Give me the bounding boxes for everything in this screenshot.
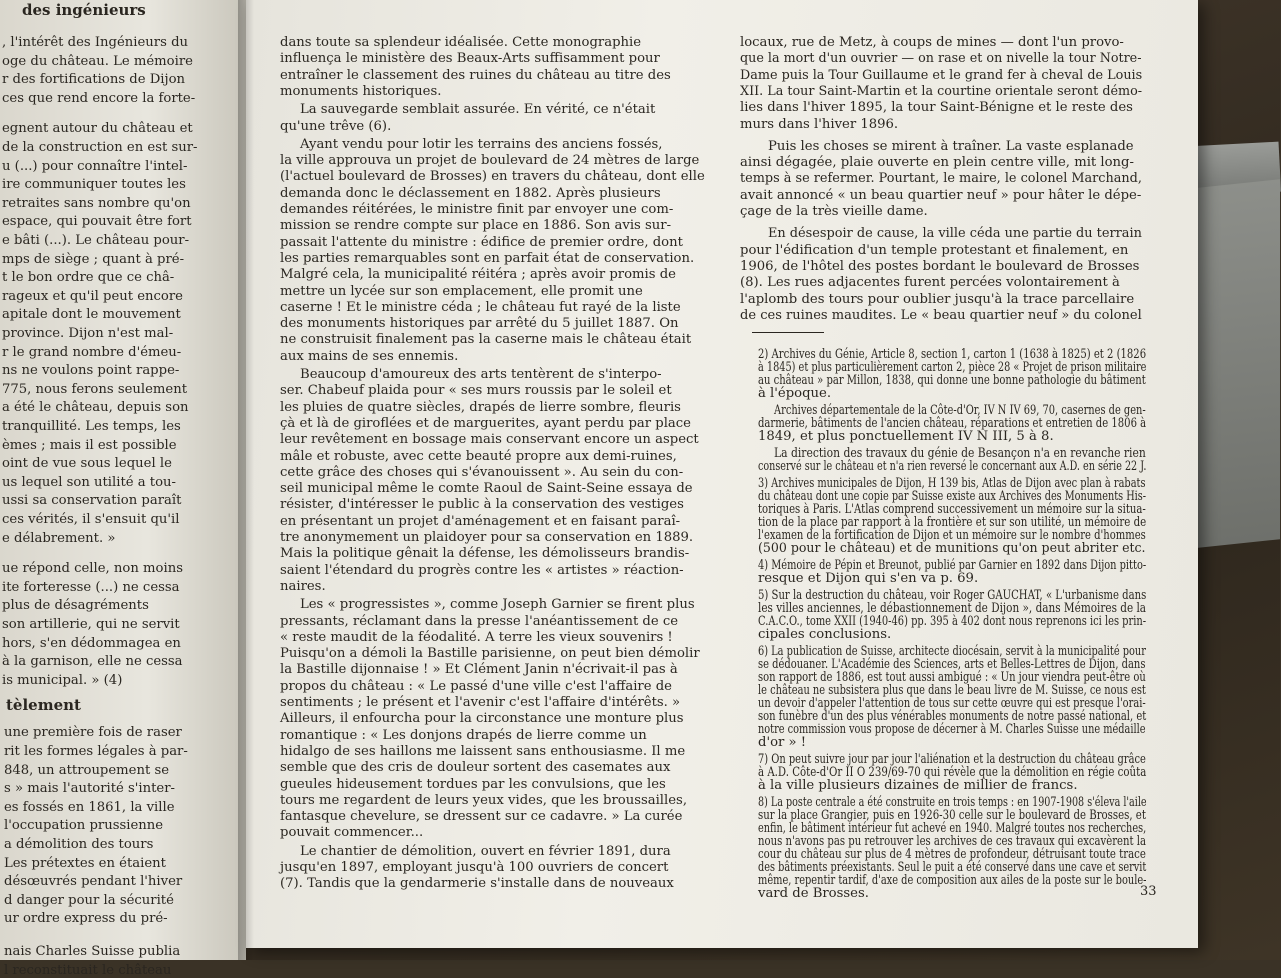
footnote-line: tion de la place par rapport à la frontière et sur son utilité, un mémoire de xyxy=(758,515,1147,530)
text-line: « reste maudit de la féodalité. A terre les vieux souvenirs ! xyxy=(280,629,673,645)
footnote-line: conservé sur le château et n'a rien reversé le concernant aux A.D. en série 22 J. xyxy=(758,459,1147,474)
text-line: Le chantier de démolition, ouvert en février 1891, dura xyxy=(300,843,671,859)
text-line: Dame puis la Tour Guillaume et le grand fer à cheval de Louis xyxy=(740,67,1143,83)
footnote-line: l'examen de la fortification de Dijon et un mémoire sur le nombre d'hommes xyxy=(758,528,1146,543)
text-line: avait annoncé « un beau quartier neuf » pour hâter le dépe- xyxy=(740,187,1142,203)
text-line: seil municipal même le comte Raoul de Saint-Seine essaya de xyxy=(280,481,693,497)
footnote-line: 4) Mémoire de Pépin et Breunot, publié par Garnier en 1892 dans Dijon pitto- xyxy=(758,558,1147,573)
footnote-line: son rapport de 1886, est tout aussi ambigué : « Un jour viendra peut-être où xyxy=(758,670,1146,685)
text-line: tours me regardent de leurs yeux vides, que les broussailles, xyxy=(280,792,688,808)
text-line: t le bon ordre que ce châ- xyxy=(2,270,175,286)
text-line: son artillerie, qui ne servit xyxy=(2,617,180,632)
text-line: naires. xyxy=(280,578,326,594)
text-line: mettre un lycée sur son emplacement, elle promit une xyxy=(280,283,643,299)
footnote-line: du château dont une copie par Suisse existe aux Archives des Monuments His- xyxy=(758,489,1147,504)
footnote-line: les villes anciennes, le débastionnement de Dijon », dans Mémoires de la xyxy=(758,601,1147,616)
text-line: murs dans l'hiver 1896. xyxy=(740,116,899,132)
text-line: dans toute sa splendeur idéalisée. Cette monographie xyxy=(280,35,642,50)
footnote-line: 3) Archives municipales de Dijon, H 139 bis, Atlas de Dijon avec plan à rabats xyxy=(758,476,1146,491)
text-line: fantasque chevelure, se dressent sur ce cadavre. » La curée xyxy=(280,809,683,825)
text-line: tranquillité. Les temps, les xyxy=(2,419,181,434)
text-line: romantique : « Les donjons drapés de lierre comme un xyxy=(280,727,647,743)
text-line: province. Dijon n'est mal- xyxy=(2,326,174,341)
footnote-line: 8) La poste centrale a été construite en trois temps : en 1907-1908 s'éleva l'aile xyxy=(758,795,1147,810)
text-line: a démolition des tours xyxy=(4,837,154,852)
text-line: e délabrement. » xyxy=(2,530,116,546)
text-line: es fossés en 1861, la ville xyxy=(4,799,175,815)
text-line: is municipal. » (4) xyxy=(2,672,123,688)
text-line: résister, d'intéresser le public à la conservation des vestiges xyxy=(280,497,684,513)
text-line: çà et là de giroflées et de marguerites, ayant perdu par place xyxy=(280,415,691,431)
text-line: Les prétextes en étaient xyxy=(4,855,166,871)
footnote-rule xyxy=(752,332,824,333)
text-line: aux mains de ses ennemis. xyxy=(280,348,459,364)
footnote-line: darmerie, bâtiments de l'ancien château, réparations et entretien de 1806 à xyxy=(758,416,1147,431)
text-line: les parties remarquables sont en parfait état de conservation. xyxy=(280,250,695,266)
footnote-line: à la ville plusieurs dizaines de millier de francs. xyxy=(758,778,1078,793)
text-line: entraîner le classement des ruines du château au titre des xyxy=(280,67,671,83)
text-line: tre anonymement un plaidoyer pour sa conservation en 1889. xyxy=(280,530,694,545)
footnote-line: La direction des travaux du génie de Besançon n'a en revanche rien xyxy=(774,446,1146,461)
text-line: egnent autour du château et xyxy=(2,121,193,137)
text-line: 848, un attroupement se xyxy=(4,762,170,778)
text-line: Malgré cela, la municipalité réitéra ; après avoir promis de xyxy=(280,267,676,283)
right-page xyxy=(246,0,1198,948)
footnote-line: à 1845) et plus particulièrement carton 2, pièce 28 « Projet de prison militaire xyxy=(758,360,1147,375)
text-line: ite forteresse (...) ne cessa xyxy=(2,579,180,595)
text-line: la ville approuva un projet de boulevard de 24 mètres de large xyxy=(280,153,700,169)
text-line: ur ordre express du pré- xyxy=(4,911,168,927)
text-line: rageux et qu'il peut encore xyxy=(2,288,183,304)
text-line: gueules hideusement tordues par les convulsions, que les xyxy=(280,776,666,792)
text-line: demanda donc le déclassement en 1882. Après plusieurs xyxy=(280,185,661,201)
text-line: de ces ruines maudites. Le « beau quartier neuf » du colonel xyxy=(740,307,1142,323)
footnote-line: vard de Brosses. xyxy=(758,886,869,901)
left-page xyxy=(0,0,246,978)
text-line: u (...) pour connaître l'intel- xyxy=(2,158,188,174)
footnote-line: toriques à Paris. L'Atlas comprend successivement un mémoire sur la situa- xyxy=(758,502,1146,517)
text-line: ussi sa conservation paraît xyxy=(2,493,182,509)
text-line: Ayant vendu pour lotir les terrains des anciens fossés, xyxy=(300,136,663,152)
footnote-line: 7) On peut suivre jour par jour l'aliénation et la destruction du château grâce xyxy=(758,752,1146,767)
text-line: qu'une trêve (6). xyxy=(280,118,392,134)
text-line: Beaucoup d'amoureux des arts tentèrent de s'interpo- xyxy=(300,367,662,382)
text-line: us lequel son utilité a tou- xyxy=(2,474,177,490)
footnote-line: un devoir d'appeler l'attention de tous sur cette œuvre qui est presque l'orai- xyxy=(758,696,1146,711)
text-line: saient l'étendard du progrès contre les « artistes » réaction- xyxy=(280,562,684,578)
text-line: (8). Les rues adjacentes furent percées volontairement à xyxy=(740,275,1120,291)
footnote-line: 6) La publication de Suisse, architecte diocésain, servit à la municipalité pour xyxy=(758,644,1146,659)
text-line: demandes réitérées, le ministre finit par envoyer une com- xyxy=(280,202,674,217)
text-line: ser. Chabeuf plaida pour « ses murs roussis par le soleil et xyxy=(280,383,672,399)
footnote-line: Archives départementale de la Côte-d'Or, IV N IV 69, 70, casernes de gen- xyxy=(774,403,1146,418)
footnote-line: même, repentir tardif, d'axe de composition aux ailes de la poste sur le boule- xyxy=(758,873,1147,888)
text-line: oge du château. Le mémoire xyxy=(2,53,193,69)
text-line: lies dans l'hiver 1895, la tour Saint-Bénigne et le reste des xyxy=(740,100,1133,116)
footnote-line: d'or » ! xyxy=(758,735,807,750)
text-line: (l'actuel boulevard de Brosses) en travers du château, dont elle xyxy=(280,169,705,185)
text-line: une première fois de raser xyxy=(4,725,182,741)
book-gutter xyxy=(238,0,258,960)
text-line: désœuvrés pendant l'hiver xyxy=(4,874,183,890)
text-line: Les « progressistes », comme Joseph Garnier se firent plus xyxy=(300,597,695,613)
text-line: mission se rendre compte sur place en 1886. Son avis sur- xyxy=(280,218,672,234)
footnote-line: au château » par Millon, 1838, qui donne une bonne pathologie du bâtiment xyxy=(758,373,1146,388)
text-line: nais Charles Suisse publia xyxy=(4,944,181,959)
text-line: plus de désagréments xyxy=(2,598,149,614)
footnote-line: cipales conclusions. xyxy=(758,627,892,642)
text-line: çage de la très vieille dame. xyxy=(740,204,928,219)
text-line: ces que rend encore la forte- xyxy=(2,90,196,106)
text-line: la Bastille dijonnaise ! » Et Clément Janin n'écrivait-il pas à xyxy=(280,662,678,678)
footnote-line: resque et Dijon qui s'en va p. 69. xyxy=(758,571,979,586)
footnote-line: notre commission vous propose de décerner à M. Charles Suisse une médaille xyxy=(758,722,1146,737)
text-line: ire communiquer toutes les xyxy=(2,177,186,193)
text-line: leur revêtement en bossage mais conservant encore un aspect xyxy=(280,432,699,448)
text-line: apitale dont le mouvement xyxy=(2,307,181,323)
footnote-line: 1849, et plus ponctuellement IV N III, 5 à 8. xyxy=(758,429,1054,444)
text-line: oint de vue sous lequel le xyxy=(2,456,172,472)
text-line: èmes ; mais il est possible xyxy=(2,437,177,453)
text-line: semble que des cris de douleur sortent des casemates aux xyxy=(280,760,671,776)
text-line: pour l'édification d'un temple protestant et finalement, en xyxy=(740,242,1129,258)
heading: des ingénieurs xyxy=(22,1,146,19)
footnote-line: sur la place Grangier, puis en 1926-30 celle sur le boulevard de Brosses, et xyxy=(758,808,1146,823)
text-line: temps à se refermer. Pourtant, le maire, le colonel Marchand, xyxy=(740,171,1142,187)
text-line: que la mort d'un ouvrier — on rase et on nivelle la tour Notre- xyxy=(740,51,1142,67)
text-line: , l'intérêt des Ingénieurs du xyxy=(2,35,189,50)
page-number: 33 xyxy=(1140,884,1157,899)
footnote-line: C.A.C.O., tome XXII (1940-46) pp. 395 à 402 dont nous reprenons ici les prin- xyxy=(758,614,1147,629)
text-line: s » mais l'autorité s'inter- xyxy=(4,781,175,797)
text-line: mâle et robuste, avec cette beauté propre aux demi-ruines, xyxy=(280,448,677,464)
text-line: les pluies de quatre siècles, drapés de lierre sombre, fleuris xyxy=(280,399,681,415)
text-line: rit les formes légales à par- xyxy=(4,744,188,759)
text-line: ces vérités, il s'ensuit qu'il xyxy=(2,512,180,527)
footnote-line: (500 pour le château) et de munitions qu'on peut abriter etc. xyxy=(758,541,1146,556)
text-line: sentiments ; le présent et l'avenir c'est l'affaire d'intérêts. » xyxy=(280,695,681,710)
text-line: jusqu'en 1897, employant jusqu'à 100 ouvriers de concert xyxy=(280,860,669,875)
text-line: locaux, rue de Metz, à coups de mines — dont l'un provo- xyxy=(740,35,1124,50)
text-line: retraites sans nombre qu'on xyxy=(2,195,191,211)
footnote-line: 2) Archives du Génie, Article 8, section 1, carton 1 (1638 à 1825) et 2 (1826 xyxy=(758,347,1147,362)
footnote-line: le château ne subsistera plus que dans le beau livre de M. Suisse, ce nous est xyxy=(758,683,1146,698)
footnote-line: se dédouaner. L'Académie des Sciences, arts et Belles-Lettres de Dijon, dans xyxy=(758,657,1146,672)
text-line: hors, s'en dédommagea en xyxy=(2,635,181,651)
footnote-line: à l'époque. xyxy=(758,386,832,401)
text-line: La sauvegarde semblait assurée. En vérité, ce n'était xyxy=(300,102,656,118)
text-line: Ailleurs, il enfourcha pour la circonstance une monture plus xyxy=(280,711,684,727)
text-line: l reconstituait le château xyxy=(4,962,172,978)
text-line: Mais la politique gênait la défense, les démolisseurs brandis- xyxy=(280,546,690,562)
text-line: caserne ! Et le ministre céda ; le château fut rayé de la liste xyxy=(280,299,681,315)
text-line: l'aplomb des tours pour oublier jusqu'à la trace parcellaire xyxy=(740,291,1135,307)
text-line: cette grâce des choses qui s'évanouissent ». Au sein du con- xyxy=(280,464,684,480)
footnote-line: son funèbre d'un des plus vénérables monuments de notre passé national, et xyxy=(758,709,1147,724)
text-line: monuments historiques. xyxy=(280,83,442,99)
text-line: influença le ministère des Beaux-Arts suffisamment pour xyxy=(280,51,660,67)
text-line: l'occupation prussienne xyxy=(4,818,164,834)
text-line: d danger pour la sécurité xyxy=(4,892,174,908)
footnote-line: nous n'avons pas pu retrouver les archives de ces travaux qui excavèrent la xyxy=(758,834,1147,849)
footnote-line: à A.D. Côte-d'Or II O 239/69-70 qui révèle que la démolition en régie coûta xyxy=(758,765,1147,780)
text-line: Puis les choses se mirent à traîner. La vaste esplanade xyxy=(768,138,1134,154)
text-line: (7). Tandis que la gendarmerie s'installe dans de nouveaux xyxy=(280,876,674,892)
footnote-line: enfin, le bâtiment intérieur fut achevé en 1940. Malgré toutes nos recherches, xyxy=(758,821,1147,836)
text-line: des monuments historiques par arrêté du 5 juillet 1887. On xyxy=(280,316,679,332)
text-line: En désespoir de cause, la ville céda une partie du terrain xyxy=(768,226,1142,242)
text-line: ainsi dégagée, plaie ouverte en plein centre ville, mit long- xyxy=(740,155,1134,171)
text-line: pressants, réclamant dans la presse l'anéantissement de ce xyxy=(280,613,679,629)
text-line: XII. La tour Saint-Martin et la courtine orientale seront démo- xyxy=(740,83,1143,99)
text-line: ue répond celle, non moins xyxy=(2,561,183,577)
text-line: espace, qui pouvait être fort xyxy=(2,214,192,230)
footnote-line: cour du château sur plus de 4 mètres de profondeur, détruisant toute trace xyxy=(758,847,1146,862)
text-line: r le grand nombre d'émeu- xyxy=(2,344,182,360)
text-line: ne construisit finalement pas la caserne mais le château était xyxy=(280,332,692,348)
text-line: r des fortifications de Dijon xyxy=(2,72,186,88)
text-line: en présentant un projet d'aménagement et en faisant paraî- xyxy=(280,513,681,529)
text-line: 775, nous ferons seulement xyxy=(2,381,188,397)
text-line: ns ne voulons point rappe- xyxy=(2,363,180,379)
text-line: à la garnison, elle ne cessa xyxy=(2,654,183,670)
text-line: passait l'attente du ministre : édifice de premier ordre, dont xyxy=(280,234,683,250)
text-line: mps de siège ; quant à pré- xyxy=(2,251,185,267)
text-line: propos du château : « Le passé d'une ville c'est l'affaire de xyxy=(280,678,672,694)
text-line: pouvait commencer... xyxy=(280,825,424,841)
text-line: de la construction en est sur- xyxy=(2,140,198,155)
text-line: Puisqu'on a démoli la Bastille parisienne, on peut bien démolir xyxy=(280,646,700,662)
text-line: 1906, de l'hôtel des postes bordant le boulevard de Brosses xyxy=(740,258,1140,274)
text-line: a été le château, depuis son xyxy=(2,400,189,416)
footnote-line: 5) Sur la destruction du château, voir Roger GAUCHAT, « L'urbanisme dans xyxy=(758,588,1147,603)
text-line: hidalgo de ses haillons me laissent sans enthousiasme. Il me xyxy=(280,743,686,759)
footnote-line: des bâtiments préexistants. Seul le puit a été conservé dans une cave et servit xyxy=(758,860,1147,875)
heading: tèlement xyxy=(6,696,81,715)
text-line: e bâti (...). Le château pour- xyxy=(2,233,190,248)
